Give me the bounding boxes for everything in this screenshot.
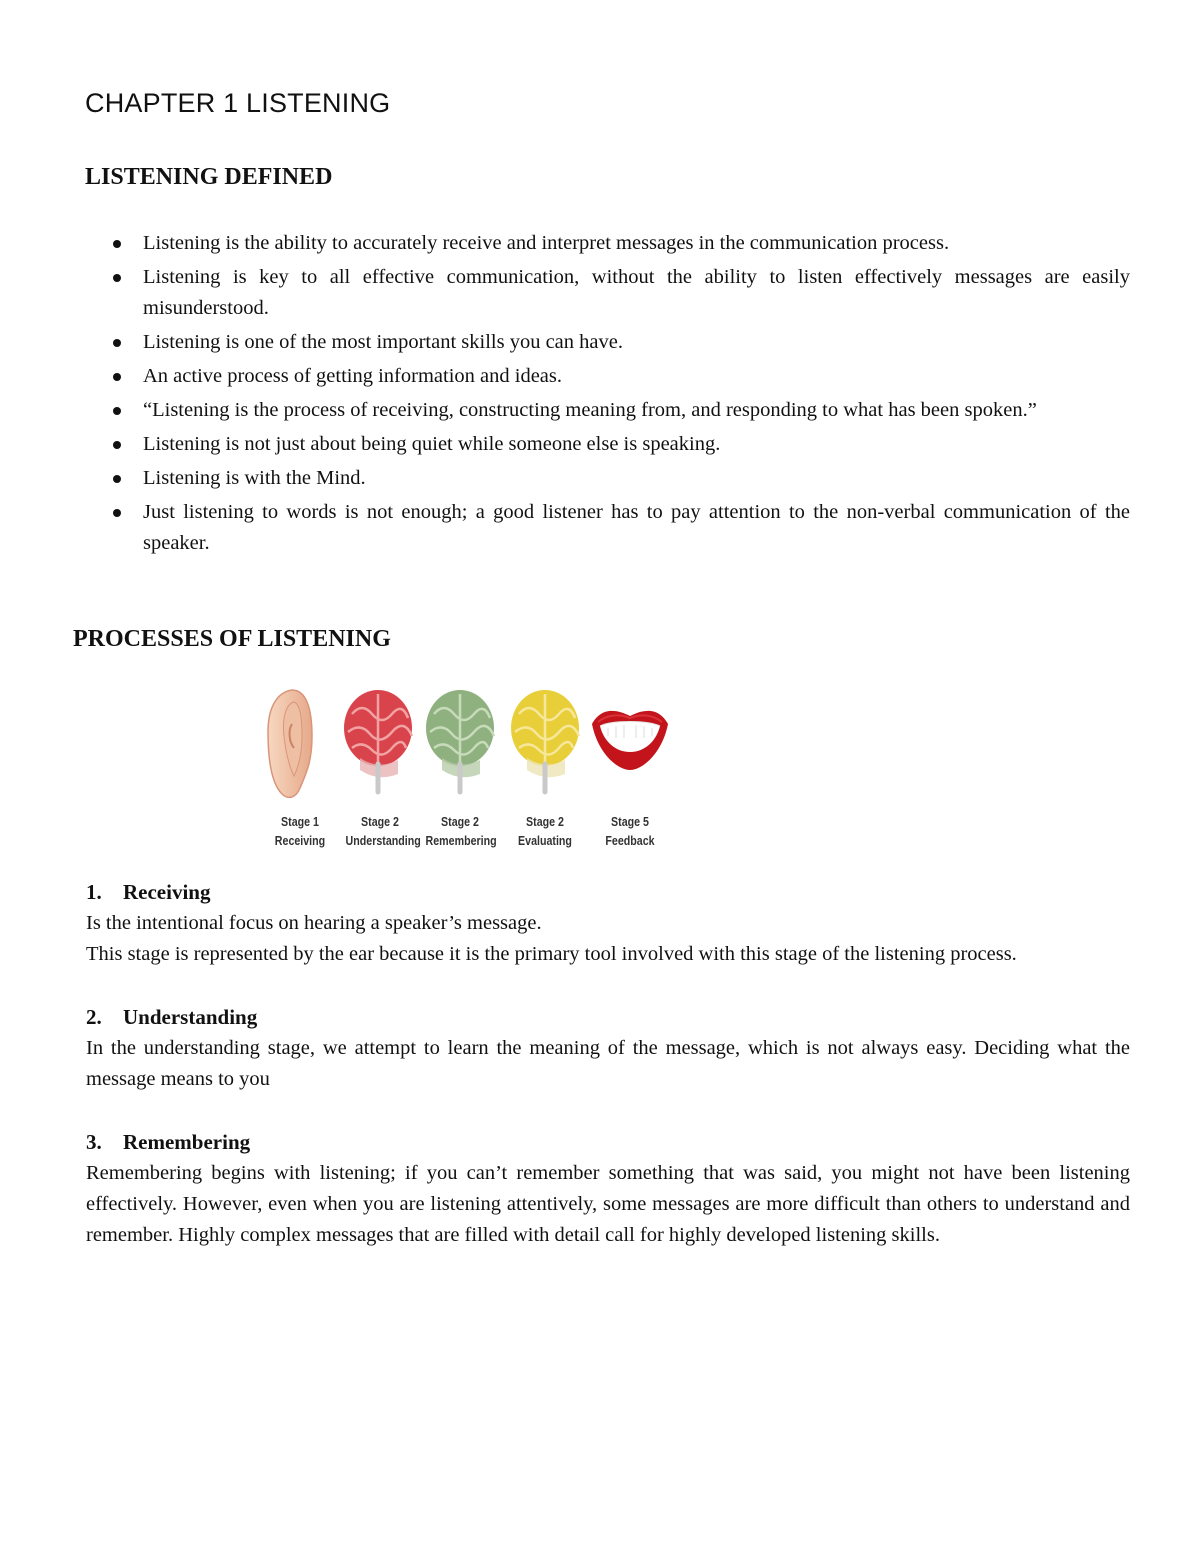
process-understanding — [86, 1002, 1130, 1095]
bullet-text: Just listening to words is not enough; a good listener has to pay attention to the non-verbal communication of the speaker. — [143, 501, 1130, 554]
mouth-icon — [588, 684, 672, 809]
process-title: Remembering — [123, 1130, 251, 1154]
stage-name: Evaluating — [518, 833, 572, 848]
bullet-text: “Listening is the process of receiving, constructing meaning from, and responding to what has been spoken.” — [143, 399, 1037, 421]
bullet-item — [143, 327, 1130, 358]
stage-label — [511, 812, 580, 850]
bullet-item — [143, 395, 1130, 426]
stage-number: Stage 2 — [526, 814, 564, 829]
bullet-item — [143, 429, 1130, 460]
bullet-item — [143, 497, 1130, 559]
bullet-item — [143, 262, 1130, 324]
process-heading — [86, 877, 1130, 908]
definition-list — [143, 228, 1130, 562]
stage-number: Stage 2 — [441, 814, 479, 829]
process-paragraph: This stage is represented by the ear because it is the primary tool involved with this stage of the listening process. — [86, 943, 1017, 965]
brain-icon — [503, 684, 587, 809]
section-heading-listening-defined: LISTENING DEFINED — [85, 164, 333, 190]
process-paragraph: Remembering begins with listening; if you can’t remember something that was said, you might not have been listening effectively. However, even when you are listening attentively, some messages are more difficult than others to understand and remember. Highly complex messages that are filled with detail call for highly developed listening skills. — [86, 1162, 1130, 1246]
bullet-item — [143, 228, 1130, 259]
process-heading — [86, 1002, 1130, 1033]
bullet-text: Listening is the ability to accurately receive and interpret messages in the communication process. — [143, 232, 950, 254]
process-number: 2. — [86, 1005, 102, 1029]
stage-number: Stage 1 — [281, 814, 319, 829]
bullet-text: Listening is key to all effective communication, without the ability to listen effectively messages are easily misunderstood. — [143, 266, 1130, 319]
stage-understanding — [338, 684, 422, 854]
chapter-title: CHAPTER 1 LISTENING — [85, 88, 391, 118]
stage-remembering — [418, 684, 502, 854]
bullet-item — [143, 463, 1130, 494]
process-number: 1. — [86, 880, 102, 904]
bullet-icon — [113, 274, 121, 282]
bullet-text: Listening is with the Mind. — [143, 467, 366, 489]
bullet-text: Listening is not just about being quiet while someone else is speaking. — [143, 433, 721, 455]
bullet-icon — [113, 441, 121, 449]
bullet-icon — [113, 407, 121, 415]
process-paragraph: Is the intentional focus on hearing a speaker’s message. — [86, 912, 542, 934]
stage-label — [266, 812, 335, 850]
stage-evaluating — [503, 684, 587, 854]
process-title: Understanding — [123, 1005, 258, 1029]
process-title: Receiving — [123, 880, 211, 904]
bullet-text: Listening is one of the most important skills you can have. — [143, 331, 623, 353]
stage-label — [345, 812, 421, 850]
section-heading-processes: PROCESSES OF LISTENING — [73, 626, 391, 652]
bullet-icon — [113, 509, 121, 517]
listening-stages-figure — [258, 684, 678, 854]
stage-name: Feedback — [605, 833, 655, 848]
bullet-text: An active process of getting information and ideas. — [143, 365, 562, 387]
brain-icon — [338, 684, 422, 809]
stage-name: Remembering — [425, 833, 497, 848]
stage-label — [596, 812, 665, 850]
bullet-icon — [113, 240, 121, 248]
process-heading — [86, 1127, 1130, 1158]
bullet-icon — [113, 373, 121, 381]
stage-feedback — [588, 684, 672, 854]
stage-name: Receiving — [274, 833, 326, 848]
bullet-item — [143, 361, 1130, 392]
process-receiving — [86, 877, 1130, 970]
brain-icon — [418, 684, 502, 809]
ear-icon — [258, 684, 342, 809]
process-paragraph: In the understanding stage, we attempt to learn the meaning of the message, which is not always easy. Deciding what the message means to you — [86, 1037, 1130, 1090]
process-remembering — [86, 1127, 1130, 1251]
stage-name: Understanding — [345, 833, 421, 848]
stage-number: Stage 5 — [611, 814, 649, 829]
stage-number: Stage 2 — [361, 814, 399, 829]
bullet-icon — [113, 339, 121, 347]
stage-label — [426, 812, 495, 850]
stage-receiving — [258, 684, 342, 854]
bullet-icon — [113, 475, 121, 483]
process-number: 3. — [86, 1130, 102, 1154]
